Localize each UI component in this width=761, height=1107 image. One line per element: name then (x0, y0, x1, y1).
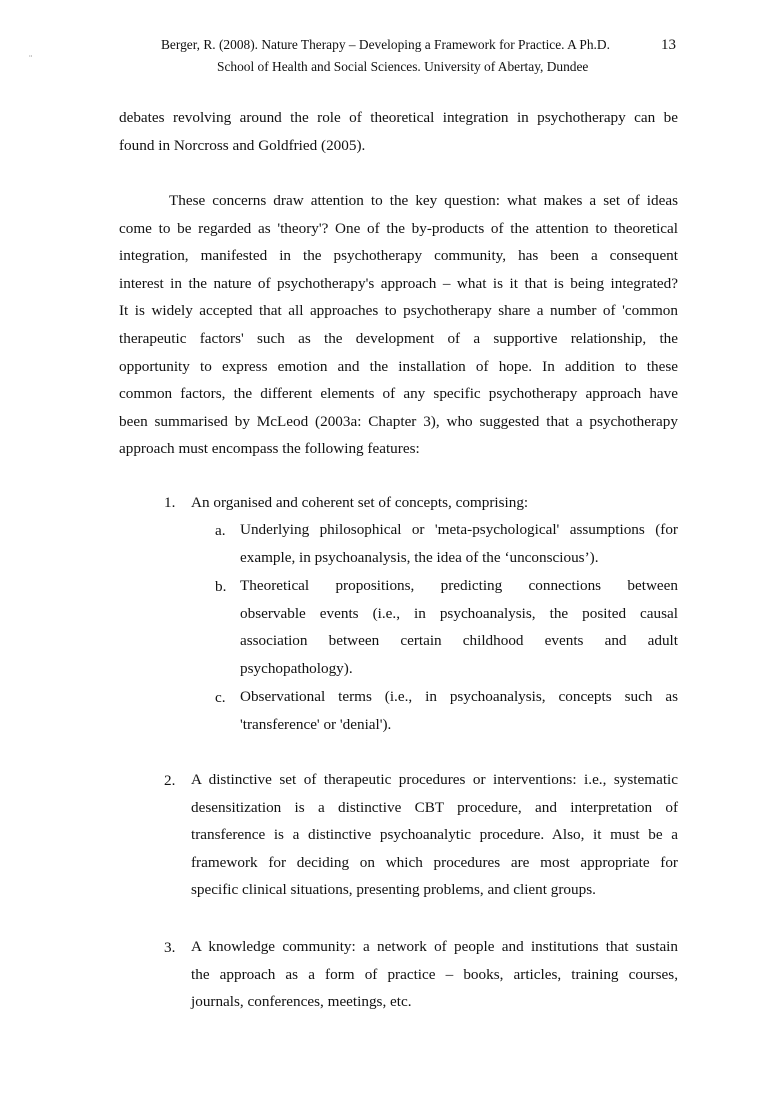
list-item-text (191, 933, 678, 1016)
header-institution: School of Health and Social Sciences. University of Abertay, Dundee (217, 59, 589, 74)
text-line: come to be regarded as 'theory'? One of the by-products of the attention to theoretical (119, 219, 678, 237)
text-line: Theoretical propositions, predicting connections between (240, 577, 678, 594)
text-line: opportunity to express emotion and the installation of hope. In addition to these (119, 357, 678, 375)
text-line: Underlying philosophical or 'meta-psychological' assumptions (for (240, 521, 678, 538)
text-line: specific clinical situations, presenting problems, and client groups. (191, 881, 596, 899)
text-line: found in Norcross and Goldfried (2005). (119, 136, 366, 154)
text-line: Observational terms (i.e., in psychoanalysis, concepts such as (240, 688, 678, 705)
sublist-letter: b. (215, 578, 227, 595)
text-line: A knowledge community: a network of people and institutions that sustain (191, 938, 678, 955)
text-line: It is widely accepted that all approaches to psychotherapy share a number of 'common (119, 302, 678, 320)
text-line: observable events (i.e., in psychoanalysis, the posited causal (240, 604, 678, 622)
text-line: example, in psychoanalysis, the idea of the ‘unconscious’). (240, 548, 599, 566)
text-line: been summarised by McLeod (2003a: Chapter 3), who suggested that a psychotherapy (119, 412, 678, 430)
sublist-letter: c. (215, 689, 226, 706)
text-line: These concerns draw attention to the key question: what makes a set of ideas (169, 192, 678, 209)
text-line: approach must encompass the following features: (119, 440, 420, 458)
paragraph-body (119, 187, 678, 463)
sublist-letter: a. (215, 522, 226, 539)
paragraph-continuation (119, 104, 678, 159)
page-number: 13 (661, 37, 676, 53)
text-line: association between certain childhood events and adult (240, 632, 678, 650)
text-line: desensitization is a distinctive CBT procedure, and interpretation of (191, 798, 678, 816)
list-number: 2. (164, 772, 176, 789)
text-line: A distinctive set of therapeutic procedures or interventions: i.e., systematic (191, 771, 678, 788)
text-line: framework for deciding on which procedures are most appropriate for (191, 853, 678, 871)
text-line: integration, manifested in the psychotherapy community, has been a consequent (119, 247, 678, 265)
text-line: common factors, the different elements of any specific psychotherapy approach have (119, 385, 678, 403)
list-item-text: An organised and coherent set of concepts, comprising: (191, 494, 529, 511)
text-line: journals, conferences, meetings, etc. (191, 993, 412, 1011)
sublist-item-text (240, 516, 678, 571)
sublist-item-text (240, 572, 678, 682)
text-line: therapeutic factors' such as the development of a supportive relationship, the (119, 329, 678, 347)
list-number: 1. (164, 494, 176, 511)
text-line: interest in the nature of psychotherapy's approach – what is it that is being integrated? (119, 274, 678, 292)
list-number: 3. (164, 939, 176, 956)
text-line: psychopathology). (240, 659, 353, 677)
text-line: 'transference' or 'denial'). (240, 715, 392, 733)
text-line: the approach as a form of practice – books, articles, training courses, (191, 965, 678, 983)
text-line: debates revolving around the role of theoretical integration in psychotherapy can be (119, 109, 678, 126)
margin-mark: ¨ (29, 54, 34, 65)
text-line: transference is a distinctive psychoanalytic procedure. Also, it must be a (191, 826, 678, 844)
sublist-item-text (240, 683, 678, 738)
list-item-text (191, 766, 678, 904)
header-citation: Berger, R. (2008). Nature Therapy – Developing a Framework for Practice. A Ph.D. (161, 37, 610, 52)
